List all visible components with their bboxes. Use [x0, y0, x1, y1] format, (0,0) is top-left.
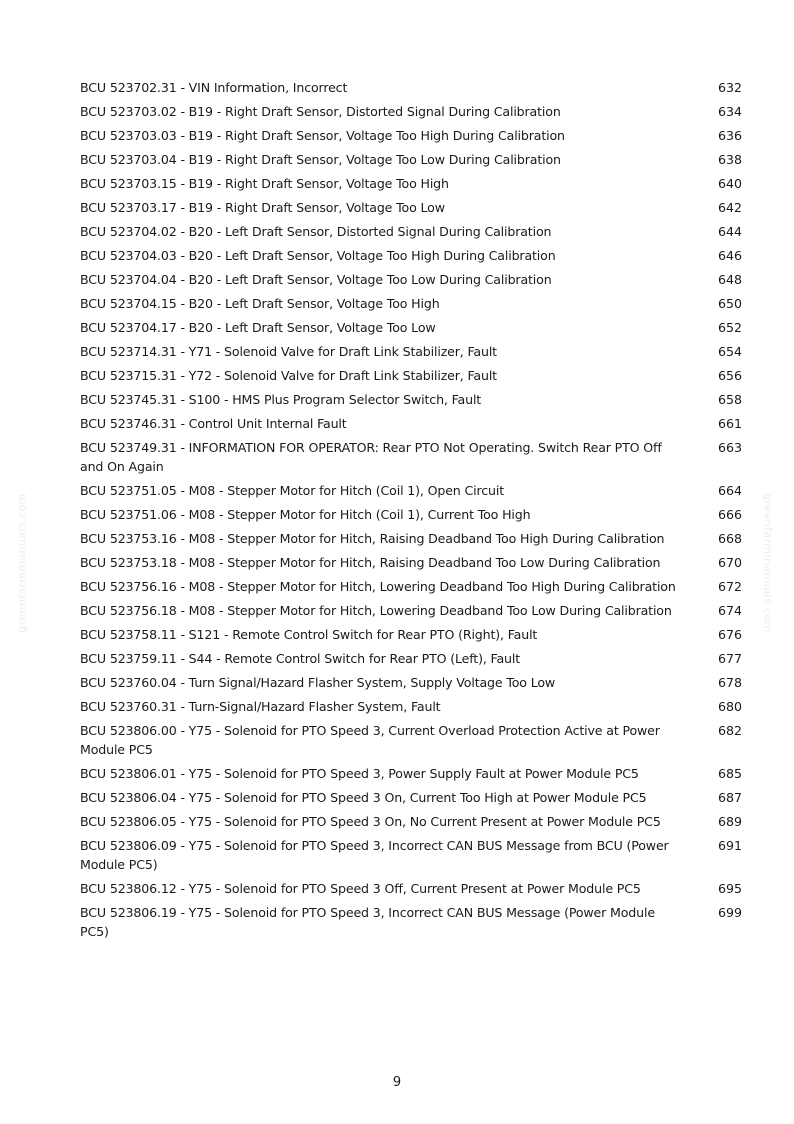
toc-entry-title: BCU 523703.17 - B19 - Right Draft Sensor, Voltage Too Low [80, 200, 445, 215]
toc-entry[interactable] [80, 788, 742, 807]
toc-entry-title: BCU 523749.31 - INFORMATION FOR OPERATOR: Rear PTO Not Operating. Switch Rear PTO Off and On Again [80, 440, 662, 474]
toc-entry[interactable] [80, 342, 742, 361]
toc-entry-title: BCU 523753.18 - M08 - Stepper Motor for Hitch, Raising Deadband Too Low During Calibration [80, 555, 661, 570]
toc-entry[interactable] [80, 126, 742, 145]
toc-entry-page: 663 [717, 440, 742, 455]
toc-entry-title: BCU 523806.00 - Y75 - Solenoid for PTO Speed 3, Current Overload Protection Active at Power Module PC5 [80, 723, 660, 757]
table-of-contents [80, 78, 742, 946]
toc-entry-page: 638 [717, 152, 742, 167]
toc-entry-title: BCU 523760.31 - Turn-Signal/Hazard Flasher System, Fault [80, 699, 441, 714]
toc-entry-title: BCU 523746.31 - Control Unit Internal Fault [80, 416, 347, 431]
toc-entry[interactable] [80, 764, 742, 783]
toc-entry[interactable] [80, 246, 742, 265]
toc-entry-title: BCU 523703.04 - B19 - Right Draft Sensor, Voltage Too Low During Calibration [80, 152, 561, 167]
toc-entry-page: 682 [717, 723, 742, 738]
toc-entry[interactable] [80, 78, 742, 97]
toc-entry-title: BCU 523751.05 - M08 - Stepper Motor for Hitch (Coil 1), Open Circuit [80, 483, 504, 498]
toc-entry-page: 654 [717, 344, 742, 359]
toc-entry[interactable] [80, 903, 742, 941]
toc-entry[interactable] [80, 318, 742, 337]
toc-entry-title: BCU 523760.04 - Turn Signal/Hazard Flasher System, Supply Voltage Too Low [80, 675, 556, 690]
toc-entry[interactable] [80, 625, 742, 644]
toc-entry-page: 699 [717, 905, 742, 920]
toc-entry[interactable] [80, 836, 742, 874]
toc-entry[interactable] [80, 390, 742, 409]
toc-entry-page: 632 [717, 80, 742, 95]
toc-entry-title: BCU 523704.17 - B20 - Left Draft Sensor, Voltage Too Low [80, 320, 436, 335]
toc-entry-title: BCU 523806.19 - Y75 - Solenoid for PTO Speed 3, Incorrect CAN BUS Message (Power Module PC5) [80, 905, 655, 939]
toc-entry[interactable] [80, 529, 742, 548]
toc-entry[interactable] [80, 294, 742, 313]
toc-entry[interactable] [80, 414, 742, 433]
toc-entry-page: 648 [717, 272, 742, 287]
toc-entry[interactable] [80, 505, 742, 524]
toc-entry-title: BCU 523759.11 - S44 - Remote Control Switch for Rear PTO (Left), Fault [80, 651, 521, 666]
toc-entry-title: BCU 523714.31 - Y71 - Solenoid Valve for Draft Link Stabilizer, Fault [80, 344, 497, 359]
page-number: 9 [392, 1075, 402, 1090]
toc-entry-title: BCU 523806.04 - Y75 - Solenoid for PTO Speed 3 On, Current Too High at Power Module PC5 [80, 790, 647, 805]
toc-entry-title: BCU 523758.11 - S121 - Remote Control Switch for Rear PTO (Right), Fault [80, 627, 538, 642]
toc-entry-page: 677 [717, 651, 742, 666]
toc-entry-page: 670 [717, 555, 742, 570]
toc-entry[interactable] [80, 366, 742, 385]
toc-entry[interactable] [80, 879, 742, 898]
toc-entry-title: BCU 523751.06 - M08 - Stepper Motor for Hitch (Coil 1), Current Too High [80, 507, 531, 522]
toc-entry-page: 658 [717, 392, 742, 407]
toc-entry[interactable] [80, 222, 742, 241]
toc-entry-page: 672 [717, 579, 742, 594]
toc-entry[interactable] [80, 812, 742, 831]
toc-entry-title: BCU 523806.09 - Y75 - Solenoid for PTO Speed 3, Incorrect CAN BUS Message from BCU (Power Module PC5) [80, 838, 669, 872]
toc-entry-page: 678 [717, 675, 742, 690]
toc-entry[interactable] [80, 102, 742, 121]
toc-entry-title: BCU 523753.16 - M08 - Stepper Motor for Hitch, Raising Deadband Too High During Calibration [80, 531, 665, 546]
toc-entry-page: 674 [717, 603, 742, 618]
toc-entry-page: 687 [717, 790, 742, 805]
toc-entry-title: BCU 523806.12 - Y75 - Solenoid for PTO Speed 3 Off, Current Present at Power Module PC5 [80, 881, 641, 896]
watermark-right: greenfarmmanuals.com [761, 493, 775, 633]
toc-entry-page: 668 [717, 531, 742, 546]
toc-entry-page: 661 [717, 416, 742, 431]
toc-entry-page: 644 [717, 224, 742, 239]
toc-entry-page: 642 [717, 200, 742, 215]
toc-entry-title: BCU 523704.04 - B20 - Left Draft Sensor, Voltage Too Low During Calibration [80, 272, 552, 287]
toc-entry[interactable] [80, 481, 742, 500]
toc-entry-title: BCU 523703.02 - B19 - Right Draft Sensor, Distorted Signal During Calibration [80, 104, 561, 119]
toc-entry-page: 680 [717, 699, 742, 714]
toc-entry-page: 689 [717, 814, 742, 829]
toc-entry[interactable] [80, 649, 742, 668]
toc-entry[interactable] [80, 198, 742, 217]
toc-entry[interactable] [80, 673, 742, 692]
toc-entry[interactable] [80, 270, 742, 289]
toc-entry-page: 656 [717, 368, 742, 383]
toc-entry-title: BCU 523704.02 - B20 - Left Draft Sensor, Distorted Signal During Calibration [80, 224, 552, 239]
toc-entry-page: 685 [717, 766, 742, 781]
toc-entry-title: BCU 523806.01 - Y75 - Solenoid for PTO Speed 3, Power Supply Fault at Power Module PC5 [80, 766, 639, 781]
toc-entry[interactable] [80, 174, 742, 193]
toc-entry[interactable] [80, 721, 742, 759]
toc-entry[interactable] [80, 438, 742, 476]
toc-entry-page: 695 [717, 881, 742, 896]
toc-entry-page: 640 [717, 176, 742, 191]
toc-entry-title: BCU 523756.16 - M08 - Stepper Motor for Hitch, Lowering Deadband Too High During Calibration [80, 579, 676, 594]
toc-entry-title: BCU 523745.31 - S100 - HMS Plus Program Selector Switch, Fault [80, 392, 482, 407]
toc-entry-page: 664 [717, 483, 742, 498]
toc-entry-page: 650 [717, 296, 742, 311]
toc-entry-page: 636 [717, 128, 742, 143]
toc-entry[interactable] [80, 697, 742, 716]
toc-entry-title: BCU 523704.03 - B20 - Left Draft Sensor, Voltage Too High During Calibration [80, 248, 556, 263]
toc-entry[interactable] [80, 150, 742, 169]
toc-entry-title: BCU 523703.03 - B19 - Right Draft Sensor, Voltage Too High During Calibration [80, 128, 565, 143]
toc-entry[interactable] [80, 577, 742, 596]
toc-entry-page: 666 [717, 507, 742, 522]
toc-entry-title: BCU 523715.31 - Y72 - Solenoid Valve for Draft Link Stabilizer, Fault [80, 368, 497, 383]
toc-entry-page: 676 [717, 627, 742, 642]
watermark-left: greenfarmmanuals.com [15, 493, 29, 633]
toc-entry-title: BCU 523704.15 - B20 - Left Draft Sensor, Voltage Too High [80, 296, 440, 311]
toc-entry[interactable] [80, 601, 742, 620]
toc-entry-title: BCU 523806.05 - Y75 - Solenoid for PTO Speed 3 On, No Current Present at Power Module PC5 [80, 814, 661, 829]
toc-entry-title: BCU 523703.15 - B19 - Right Draft Sensor, Voltage Too High [80, 176, 449, 191]
toc-entry-title: BCU 523756.18 - M08 - Stepper Motor for Hitch, Lowering Deadband Too Low During Calibration [80, 603, 672, 618]
toc-entry-title: BCU 523702.31 - VIN Information, Incorrect [80, 80, 348, 95]
toc-entry-page: 634 [717, 104, 742, 119]
toc-entry-page: 646 [717, 248, 742, 263]
toc-entry-page: 652 [717, 320, 742, 335]
toc-entry[interactable] [80, 553, 742, 572]
toc-entry-page: 691 [717, 838, 742, 853]
